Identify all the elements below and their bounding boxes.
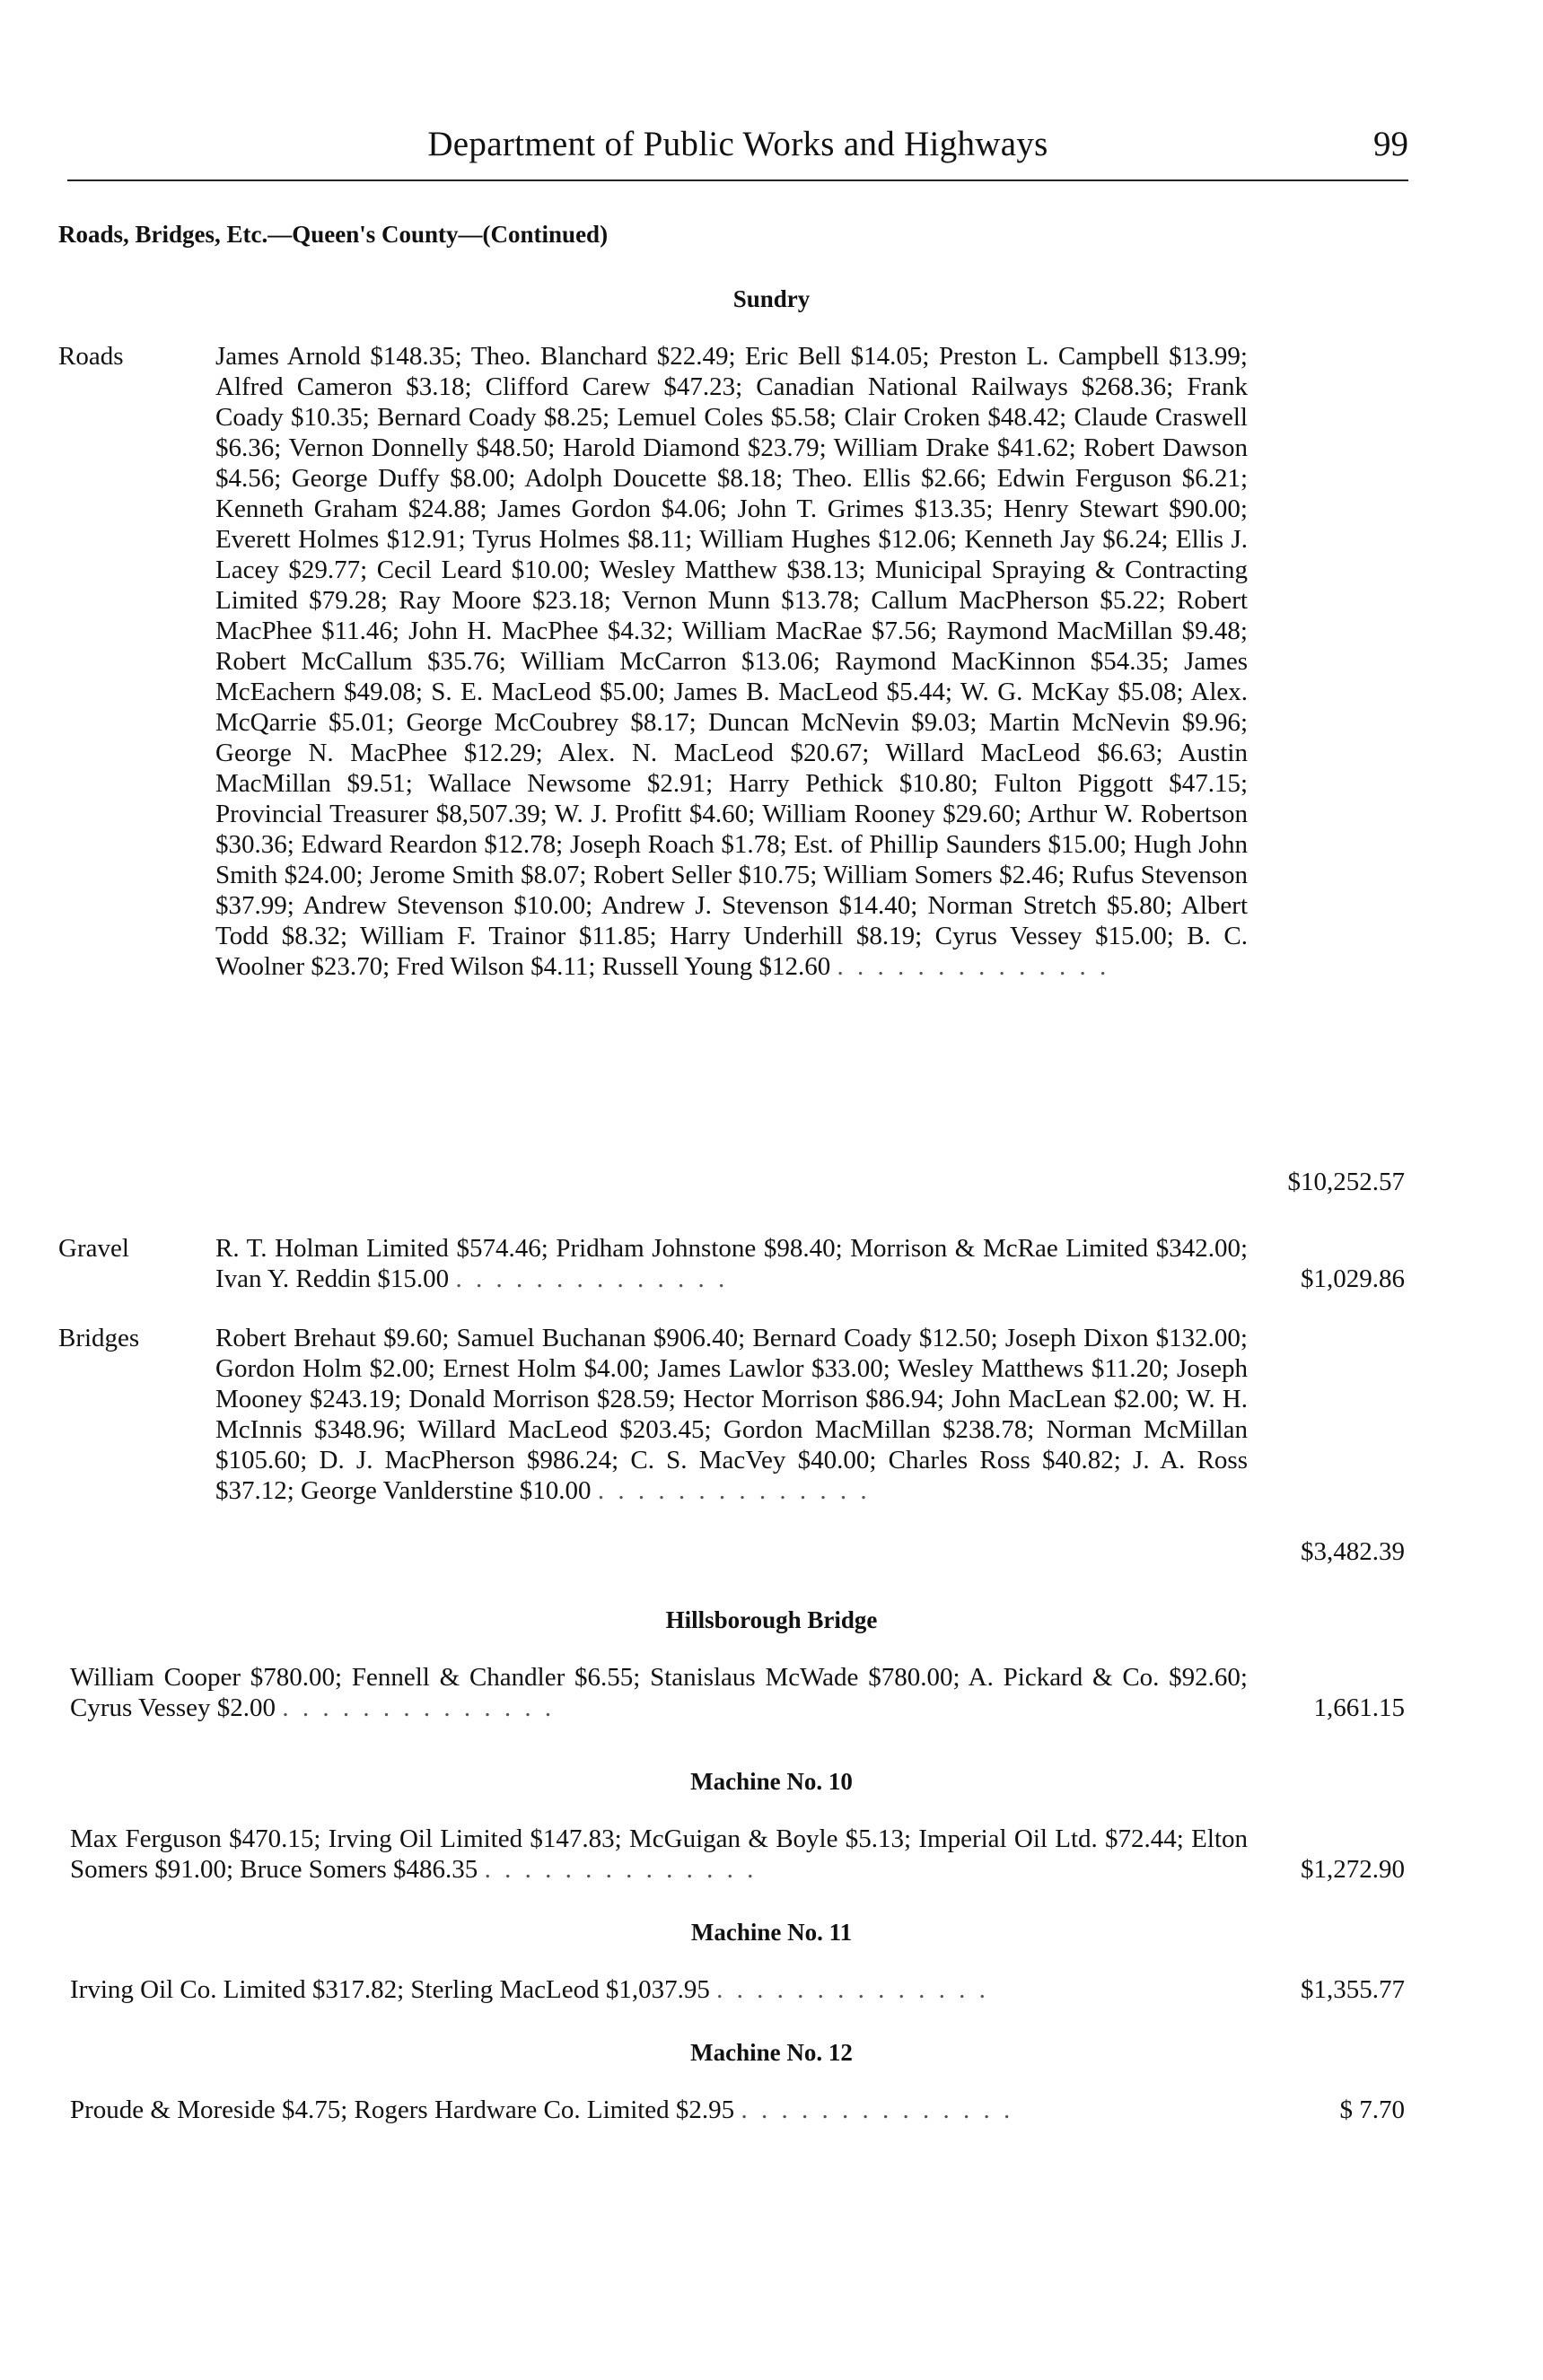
entry-amount: $3,482.39	[1301, 1537, 1405, 1566]
entry-text	[215, 1323, 1248, 1506]
entry-amount: $10,252.57	[1287, 1168, 1405, 1196]
machine-11-heading: Machine No. 11	[690, 1919, 853, 1946]
dot-leader: . . . . . . . . . . . . . .	[282, 1693, 556, 1722]
machine-10-heading: Machine No. 10	[690, 1768, 853, 1795]
section-heading: Roads, Bridges, Etc.—Queen's County—(Continued)	[58, 221, 609, 248]
dot-leader: . . . . . . . . . . . . . .	[597, 1476, 871, 1505]
dot-leader: . . . . . . . . . . . . . .	[455, 1264, 729, 1293]
sundry-heading: Sundry	[732, 285, 811, 312]
entry-text-content: William Cooper $780.00; Fennell & Chandler $6.55; Stanislaus McWade $780.00; A. Pickard & Co. $92.60; Cyrus Vessey $2.00	[70, 1663, 1248, 1722]
running-head	[67, 124, 1408, 181]
entry-text	[70, 1974, 1248, 2005]
entry-text	[70, 1662, 1248, 1723]
entry-text-content: Proude & Moreside $4.75; Rogers Hardware Co. Limited $2.95	[70, 2096, 735, 2124]
entry-text-content: James Arnold $148.35; Theo. Blanchard $22.49; Eric Bell $14.05; Preston L. Campbell $13.99; Alfred Cameron $3.18; Clifford Carew $47.23; Canadian National Railways $268.36; Frank Coady $10.35; Bernard Coady $8.25; Lemuel Coles $5.58; Clair Croken $48.42; Claude Craswell $6.36; Vernon Donnelly $48.50; Harold Diamond $23.79; William Drake $41.62; Robert Dawson $4.56; George Duffy $8.00; Adolph Doucette $8.18; Theo. Ellis $2.66; Edwin Ferguson $6.21; Kenneth Graham $24.88; James Gordon $4.06; John T. Grimes $13.35; Henry Stewart $90.00; Everett Holmes $12.91; Tyrus Holmes $8.11; William Hughes $12.06; Kenneth Jay $6.24; Ellis J. Lacey $29.77; Cecil Leard $10.00; Wesley Matthew $38.13; Municipal Spraying & Contracting Limited $79.28; Ray Moore $23.18; Vernon Munn $13.78; Callum MacPherson $5.22; Robert MacPhee $11.46; John H. MacPhee $4.32; William MacRae $7.56; Raymond MacMillan $9.48; Robert McCallum $35.76; William McCarron $13.06; Raymond MacKinnon $54.35; James McEachern $49.08; S. E. MacLeod $5.00; James B. MacLeod $5.44; W. G. McKay $5.08; Alex. McQarrie $5.01; George McCoubrey $8.17; Duncan McNevin $9.03; Martin McNevin $9.96; George N. MacPhee $12.29; Alex. N. MacLeod $20.67; Willard MacLeod $6.63; Austin MacMillan $9.51; Wallace Newsome $2.91; Harry Pethick $10.80; Fulton Piggott $47.15; Provincial Treasurer $8,507.39; W. J. Profitt $4.60; William Rooney $29.60; Arthur W. Robertson $30.36; Edward Reardon $12.78; Joseph Roach $1.78; Est. of Phillip Saunders $15.00; Hugh John Smith $24.00; Jerome Smith $8.07; Robert Seller $10.75; William Somers $2.46; Rufus Stevenson $37.99; Andrew Stevenson $10.00; Andrew J. Stevenson $14.40; Norman Stretch $5.80; Albert Todd $8.32; William F. Trainor $11.85; Harry Underhill $8.19; Cyrus Vessey $15.00; B. C. Woolner $23.70; Fred Wilson $4.11; Russell Young $12.60	[215, 342, 1248, 981]
entry-amount: $ 7.70	[1339, 2096, 1405, 2124]
running-title: Department of Public Works and Highways	[427, 125, 1048, 163]
entry-text	[70, 2095, 1248, 2125]
page-number: 99	[1373, 125, 1408, 163]
entry-text	[215, 1233, 1248, 1294]
entry-text-content: R. T. Holman Limited $574.46; Pridham Johnstone $98.40; Morrison & McRae Limited $342.00; Ivan Y. Reddin $15.00	[215, 1234, 1248, 1293]
dot-leader: . . . . . . . . . . . . . .	[716, 1975, 989, 2004]
machine-12-heading: Machine No. 12	[690, 2039, 853, 2066]
entry-label: Roads	[58, 342, 124, 371]
dot-leader: . . . . . . . . . . . . . .	[484, 1855, 758, 1884]
entry-label: Bridges	[58, 1324, 140, 1352]
entry-amount: $1,272.90	[1301, 1855, 1405, 1884]
entry-text-content: Irving Oil Co. Limited $317.82; Sterling MacLeod $1,037.95	[70, 1975, 710, 2004]
entry-amount: $1,029.86	[1301, 1264, 1405, 1293]
dot-leader: . . . . . . . . . . . . . .	[837, 952, 1110, 981]
entry-text-content: Robert Brehaut $9.60; Samuel Buchanan $906.40; Bernard Coady $12.50; Joseph Dixon $132.00; Gordon Holm $2.00; Ernest Holm $4.00; James Lawlor $33.00; Wesley Matthews $11.20; Joseph Mooney $243.19; Donald Morrison $28.59; Hector Morrison $86.94; John MacLean $2.00; W. H. McInnis $348.96; Willard MacLeod $203.45; Gordon MacMillan $238.78; Norman McMillan $105.60; D. J. MacPherson $986.24; C. S. MacVey $40.00; Charles Ross $40.82; J. A. Ross $37.12; George Vanlderstine $10.00	[215, 1324, 1248, 1505]
hillsborough-bridge-heading: Hillsborough Bridge	[665, 1606, 878, 1633]
entry-text	[70, 1824, 1248, 1885]
dot-leader: . . . . . . . . . . . . . .	[741, 2096, 1014, 2124]
entry-amount: 1,661.15	[1313, 1693, 1405, 1722]
entry-text	[215, 341, 1248, 982]
entry-amount: $1,355.77	[1301, 1975, 1405, 2004]
entry-text-content: Max Ferguson $470.15; Irving Oil Limited $147.83; McGuigan & Boyle $5.13; Imperial Oil Ltd. $72.44; Elton Somers $91.00; Bruce Somers $486.35	[70, 1824, 1248, 1884]
entry-label: Gravel	[58, 1234, 129, 1263]
